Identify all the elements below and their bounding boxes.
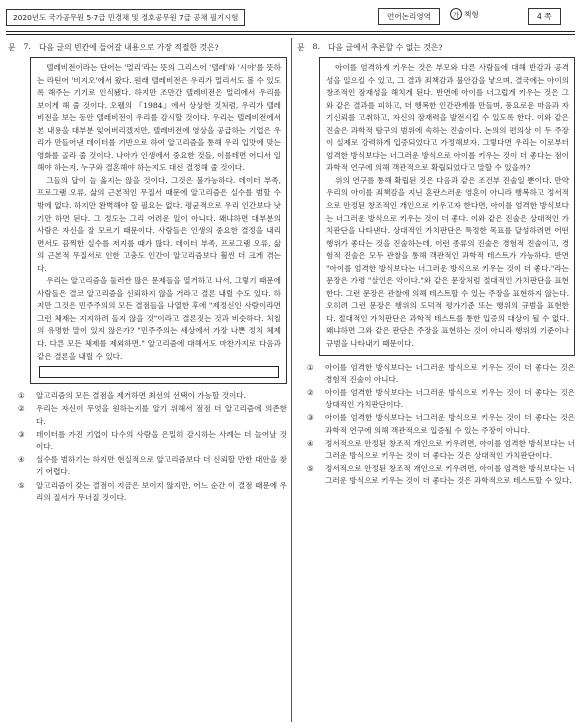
question-8 — [297, 42, 575, 489]
option-number: ③ — [18, 429, 25, 439]
subject-label: 언어논리영역 — [378, 8, 440, 25]
question-7-number: 7. — [23, 42, 31, 51]
option-number: ① — [18, 391, 25, 401]
question-8-number: 8. — [312, 42, 320, 51]
question-8-prompt-line — [297, 42, 575, 53]
question-8-options — [307, 362, 575, 488]
passage-paragraph: 그들의 답이 늘 옳지는 않을 것이다. 그것은 불가능하다. 데이터 부족, 프로그램 오류, 삶의 근본적인 무질서 때문에 알고리즘은 실수를 범할 수밖에 없다. 하지만 완벽해야 할 필요는 없다. 평균적으로 우리 인간보다 낫기만 하면 된다. 그 정도는 그리 어려운 일이 아니다. 왜냐하면 대부분의 사람은 자신을 잘 모르기 때문이다. 사람들은 인생의 중요한 결정을 내리면서도 끔찍한 실수를 저지를 때가 많다. 데이터 부족, 프로그램 오류, 삶의 근본적 무질서로 인한 고충도 인간이 알고리즘보다 훨씬 더 크게 겪는다. — [37, 175, 281, 273]
option-text: 아이를 엄격한 방식보다는 너그러운 방식으로 키우는 것이 더 좋다는 것은 과학적 연구에 의해 객관적으로 입증될 수 있는 주장이 아니다. — [325, 413, 575, 435]
question-8-prompt: 다음 글에서 추론할 수 없는 것은? — [328, 43, 443, 52]
option-text: 정서적으로 안정된 창조적 개인으로 키우려면, 아이를 엄격한 방식보다는 너그러운 방식으로 키우는 것이 더 좋다는 것은 상대적인 가치판단이다. — [325, 438, 575, 460]
option-3[interactable] — [307, 412, 575, 436]
option-number: ② — [18, 404, 25, 414]
page-header — [6, 6, 575, 28]
option-5[interactable] — [18, 480, 287, 504]
option-text: 알고리즘의 모든 결점을 제거하면 최선의 선택이 가능할 것이다. — [36, 391, 247, 401]
answer-blank-box — [39, 366, 279, 378]
question-7-passage — [30, 57, 287, 384]
passage-paragraph: 텔레비전이라는 단어는 '멀리'라는 뜻의 그리스어 '텔레'와 '시야'를 뜻하는 라틴어 '비지오'에서 왔다. 원래 텔레비전은 우리가 멀리서도 볼 수 있도록 해주는 기기로 인식됐다. 하지만 조만간 텔레비전은 멀리에서 우리를 보이게 해 줄 것이다. 오웰의 『1984』에서 상상한 것처럼, 우리가 텔레비전을 보는 동안 텔레비전이 우리를 감시할 것이다. 우리는 텔레비전에서 본 내용을 대부분 잊어버리겠지만, 텔레비전에 영상을 공급하는 기업은 우리가 만들어낸 데이터를 기반으로 하여 알고리즘을 통해 우리 입맛에 맞는 영화를 골라 줄 것이다. 나아가 인생에서 중요한 것들, 이를테면 어디서 일해야 하는지, 누구와 결혼해야 하는지도 대신 결정해 줄 것이다. — [37, 63, 281, 173]
form-symbol: 가 — [450, 8, 462, 20]
header-rule-bottom — [6, 34, 575, 35]
option-4[interactable] — [18, 454, 287, 478]
question-8-prefix: 문 — [297, 43, 305, 52]
option-number: ⑤ — [18, 480, 25, 490]
page-number: 4 쪽 — [528, 8, 561, 25]
option-text: 정서적으로 안정된 창조적 개인으로 키우려면, 아이를 엄격한 방식보다는 너그러운 방식으로 키우는 것이 더 좋다는 것은 과학적으로 테스트할 수 있다. — [325, 464, 575, 486]
question-7 — [8, 42, 287, 505]
option-text: 아이를 엄격한 방식보다는 너그러운 방식으로 키우는 것이 더 좋다는 것은 경험적 진술이 아니다. — [325, 362, 575, 384]
form-label: 책형 — [464, 9, 479, 19]
exam-title: 2020년도 국가공무원 5·7급 민경채 및 경호공무원 7급 공채 필기시험 — [6, 9, 245, 26]
passage-paragraph: 우리는 알고리즘을 둘러싼 많은 문제들을 열거하고 나서, 그렇기 때문에 사람들은 결코 알고리즘을 신뢰하지 않을 거라고 결론 내릴 수도 있다. 하지만 그것은 민주주의의 모든 결점들을 나열한 후에 "제정신인 사람이라면 그런 체제는 지지하려 들지 않을 것"이라고 결론짓는 것과 비슷하다. 처칠의 유명한 말이 있지 않은가? "민주주의는 세상에서 가장 나쁜 정치 체제다. 다른 모든 체제를 제외하면." 알고리즘에 대해서도 마찬가지로 다음과 같은 결론을 내릴 수 있다. — [37, 276, 281, 361]
option-5[interactable] — [307, 463, 575, 487]
form-type — [450, 8, 479, 20]
option-number: ② — [307, 387, 314, 397]
option-1[interactable] — [18, 390, 287, 402]
option-number: ① — [307, 362, 314, 372]
option-4[interactable] — [307, 438, 575, 462]
option-number: ④ — [307, 438, 314, 448]
question-7-options — [18, 390, 287, 504]
question-7-prompt-line — [8, 42, 287, 53]
option-number: ③ — [307, 413, 314, 423]
option-3[interactable] — [18, 429, 287, 453]
header-rule-top — [6, 31, 575, 32]
option-1[interactable] — [307, 362, 575, 386]
passage-paragraph: 아이를 엄격하게 키우는 것은 부모와 다른 사람들에 대해 반감과 공격성을 일으킬 수 있고, 그 결과 죄책감과 불안감을 낳으며, 결국에는 아이의 창조적인 잠재성을 해치게 된다. 반면에 아이를 너그럽게 키우는 것은 그와 같은 결과를 피하고, 더 행복한 인간관계를 만들며, 풍요로운 마음과 자기신뢰를 고취하고, 자신의 잠재력을 발전시킬 수 있도록 한다. 이와 같은 진술은 과학적 탐구의 범위에 속하는 진술이다. 논의의 편의상 이 두 주장이 실제로 강력하게 입증되었다고 가정해보자. 그렇다면 우리는 이로부터 엄격한 방식보다는 너그러운 방식으로 아이를 키우는 것이 더 좋다는 점이 과학적 연구에 의해 객관적으로 확립되었다고 말할 수 있을까? — [326, 63, 569, 173]
option-2[interactable] — [18, 403, 287, 427]
passage-paragraph: 위의 연구를 통해 확립된 것은 다음과 같은 조건부 진술일 뿐이다. 만약 우리의 아이를 죄책감을 지닌 혼란스러운 영혼이 아니라 행복하고 정서적으로 안정된 창조적인 개인으로 키우고자 한다면, 아이를 엄격한 방식보다는 너그러운 방식으로 키우는 것이 더 좋다. 이와 같은 진술은 상대적인 가치판단을 나타낸다. 상대적인 가치판단은 특정한 목표를 달성하려면 어떤 행위가 좋다는 것을 진술하는데, 이런 종류의 진술은 경험적 진술이고, 경험적 진술은 모두 관찰을 통해 객관적인 과학적 테스트가 가능하다. 반면 "아이를 엄격한 방식보다는 너그러운 방식으로 키우는 것이 더 좋다."라는 문장은 가령 "살인은 악이다."와 같은 문장처럼 절대적인 가치판단을 표현한다. 그런 문장은 관찰에 의해 테스트할 수 있는 주장을 표현하지 않는다. 오히려 그런 문장은 행위의 도덕적 평가기준 또는 행위의 규범을 표현한다. 절대적인 가치판단은 과학적 테스트를 통한 입증의 대상이 될 수 없다. 왜냐하면 그와 같은 판단은 주장을 표현하는 것이 아니라 행위의 기준이나 규범을 나타내기 때문이다. — [326, 175, 569, 349]
option-text: 알고리즘이 갖는 결점이 지금은 보이지 않지만, 어느 순간 이 결점 때문에 우리의 질서가 무너질 것이다. — [36, 480, 287, 502]
option-text: 아이를 엄격한 방식보다는 너그러운 방식으로 키우는 것이 더 좋다는 것은 상대적인 가치판단이다. — [325, 387, 575, 410]
question-7-prefix: 문 — [8, 43, 16, 52]
question-8-passage — [319, 57, 575, 356]
option-text: 실수를 범하기는 하지만 현실적으로 알고리즘보다 더 신뢰할 만한 대안을 찾기 어렵다. — [36, 455, 287, 477]
option-text: 우리는 자신이 무엇을 원하는지를 알기 위해서 점점 더 알고리즘에 의존한다. — [36, 404, 287, 426]
option-2[interactable] — [307, 387, 575, 411]
option-text: 데이터를 가진 기업이 다수의 사람을 은밀히 감시하는 사례는 더 늘어날 것이다. — [36, 429, 287, 451]
option-number: ④ — [18, 455, 25, 465]
question-7-prompt: 다음 글의 빈칸에 들어갈 내용으로 가장 적절한 것은? — [39, 43, 219, 52]
column-divider — [291, 38, 292, 722]
option-number: ⑤ — [307, 464, 314, 474]
